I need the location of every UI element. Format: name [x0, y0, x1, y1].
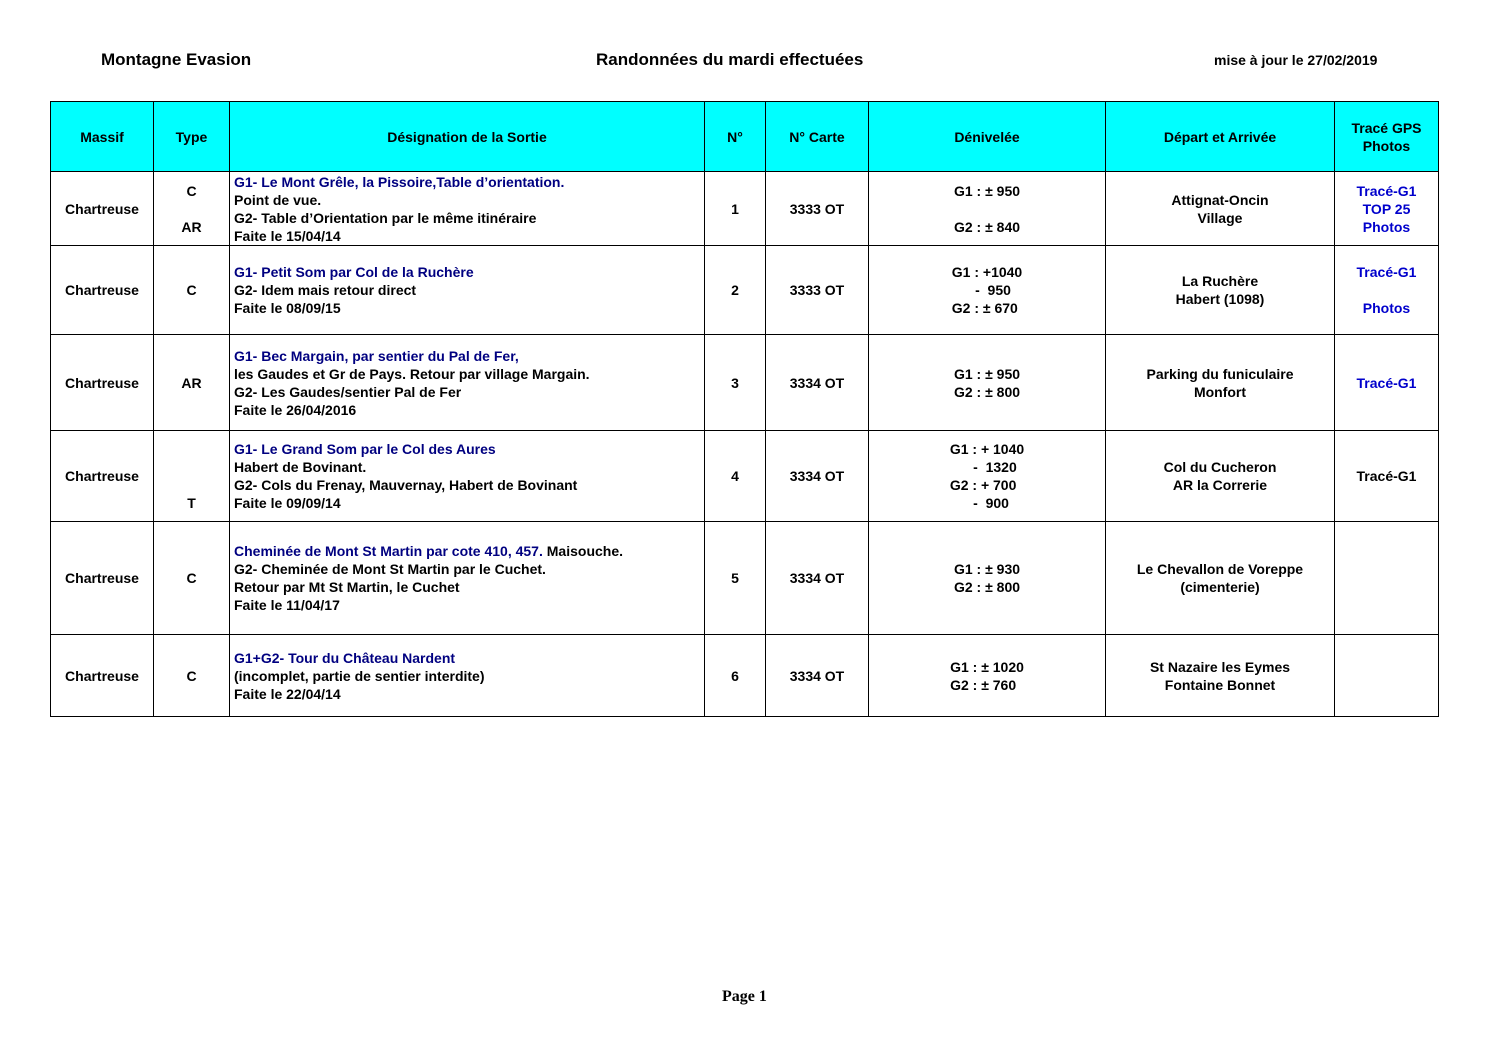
- elevation-cell: [869, 335, 1106, 431]
- start-end-line: Attignat-Oncin: [1171, 191, 1269, 208]
- table-row: [51, 635, 1439, 717]
- designation-text: G1+G2- Tour du Château Nardent: [234, 649, 456, 666]
- gps-cell: [1335, 172, 1439, 246]
- start-end-line: La Ruchère: [1181, 273, 1259, 289]
- elevation-line: G2 : ± 760: [950, 676, 1017, 693]
- type-line: C: [186, 667, 197, 684]
- elevation-line: G1 : +1040: [951, 264, 1023, 280]
- elevation-cell: [869, 172, 1106, 246]
- designation-text: Faite le 09/09/14: [234, 495, 341, 511]
- designation-cell: [230, 522, 705, 635]
- elevation-values: [954, 365, 1020, 401]
- type-cell: [154, 172, 230, 246]
- start-end-cell: [1106, 431, 1335, 522]
- elevation-cell: [869, 431, 1106, 522]
- designation-text: Cheminée de Mont St Martin par cote 410, 457.: [234, 543, 543, 559]
- document-title: Randonnées du mardi effectuées: [596, 50, 864, 69]
- start-end-line: Le Chevallon de Voreppe: [1136, 561, 1304, 577]
- start-end-cell: [1106, 635, 1335, 717]
- type-line: [154, 458, 229, 476]
- start-end-line: Col du Cucheron: [1163, 459, 1277, 475]
- designation-line: [234, 401, 704, 419]
- designation-text: G1- Le Grand Som par le Col des Aures: [234, 441, 496, 457]
- designation-cell: [230, 335, 705, 431]
- designation-line: [234, 347, 704, 365]
- designation-text: les Gaudes et Gr de Pays. Retour par village Margain.: [234, 365, 590, 382]
- type-line: C: [186, 570, 197, 586]
- gps-track-link: Tracé-G1: [1356, 468, 1417, 484]
- designation-text: Point de vue.: [234, 191, 322, 208]
- elevation-values: [952, 263, 1022, 317]
- hikes-table: [50, 101, 1439, 717]
- designation-text: G1- Petit Som par Col de la Ruchère: [234, 264, 474, 280]
- start-end-cell: [1106, 246, 1335, 335]
- designation-line: [234, 173, 704, 191]
- massif-cell: Chartreuse: [51, 335, 154, 431]
- type-line: AR: [181, 374, 202, 391]
- designation-cell: [230, 635, 705, 717]
- designation-text: G2- Cheminée de Mont St Martin par le Cuchet.: [234, 561, 546, 577]
- col-header-number: N°: [705, 102, 766, 172]
- col-header-map: N° Carte: [766, 102, 869, 172]
- elevation-line: G2 : + 700: [949, 477, 1017, 493]
- type-line: C: [186, 182, 197, 199]
- elevation-line: [954, 200, 1020, 218]
- elevation-values: [950, 440, 1024, 512]
- designation-text: G1- Le Mont Grêle, la Pissoire,Table d’orientation.: [234, 173, 565, 190]
- massif-cell: Chartreuse: [51, 431, 154, 522]
- table-row: [51, 335, 1439, 431]
- col-header-designation: Désignation de la Sortie: [230, 102, 705, 172]
- col-header-gps: [1335, 102, 1439, 172]
- elevation-line: G2 : ± 840: [953, 218, 1021, 235]
- elevation-values: [954, 560, 1020, 596]
- elevation-values: [954, 182, 1020, 236]
- organization-name: Montagne Evasion: [101, 50, 252, 69]
- designation-line: [234, 383, 704, 401]
- designation-text: Faite le 26/04/2016: [234, 401, 357, 418]
- elevation-line: G1 : ± 930: [953, 561, 1021, 577]
- designation-line: [234, 476, 704, 494]
- designation-suffix: Maisouche.: [542, 543, 624, 559]
- designation-cell: [230, 172, 705, 246]
- designation-text: Faite le 08/09/15: [234, 300, 341, 316]
- start-end-cell: [1106, 335, 1335, 431]
- elevation-cell: [869, 635, 1106, 717]
- designation-line: [234, 685, 704, 703]
- start-end-line: Village: [1197, 209, 1243, 226]
- designation-line: [234, 440, 704, 458]
- gps-spacer: [1335, 281, 1438, 299]
- col-header-gps-line1: Tracé GPS: [1351, 119, 1422, 136]
- number-cell: 6: [705, 635, 766, 717]
- elevation-cell: [869, 522, 1106, 635]
- type-line: C: [186, 282, 197, 298]
- massif-cell: Chartreuse: [51, 522, 154, 635]
- elevation-line: G2 : ± 800: [953, 383, 1021, 400]
- designation-line: [234, 191, 704, 209]
- designation-cell: [230, 246, 705, 335]
- start-end-line: Monfort: [1193, 383, 1247, 400]
- type-cell: [154, 246, 230, 335]
- type-line: AR: [181, 218, 202, 235]
- map-cell: 3334 OT: [766, 335, 869, 431]
- designation-text: G2- Cols du Frenay, Mauvernay, Habert de Bovinant: [234, 477, 578, 493]
- type-line: [154, 200, 229, 218]
- designation-text: Faite le 15/04/14: [234, 227, 341, 244]
- number-cell: 1: [705, 172, 766, 246]
- start-end-line: Parking du funiculaire: [1146, 365, 1294, 382]
- designation-text: G2- Idem mais retour direct: [234, 282, 417, 298]
- gps-cell: [1335, 335, 1439, 431]
- col-header-elevation: Dénivelée: [869, 102, 1106, 172]
- massif-cell: Chartreuse: [51, 635, 154, 717]
- designation-line: [234, 494, 704, 512]
- start-end-line: AR la Correrie: [1172, 477, 1268, 493]
- designation-text: (incomplet, partie de sentier interdite): [234, 667, 485, 684]
- designation-line: [234, 560, 704, 578]
- map-cell: 3334 OT: [766, 431, 869, 522]
- map-cell: 3334 OT: [766, 635, 869, 717]
- number-cell: 5: [705, 522, 766, 635]
- table-row: [51, 172, 1439, 246]
- designation-text: Faite le 22/04/14: [234, 685, 341, 702]
- update-date: mise à jour le 27/02/2019: [1214, 52, 1378, 68]
- type-cell: [154, 635, 230, 717]
- designation-text: Faite le 11/04/17: [234, 597, 340, 613]
- elevation-line: G2 : ± 800: [953, 579, 1021, 595]
- designation-line: [234, 667, 704, 685]
- number-cell: 2: [705, 246, 766, 335]
- designation-line: [234, 263, 704, 281]
- designation-line: [234, 578, 704, 596]
- elevation-line: - 1320: [949, 459, 1017, 475]
- gps-track-link[interactable]: Tracé-G1: [1356, 374, 1417, 391]
- type-line: T: [187, 495, 196, 511]
- designation-text: Habert de Bovinant.: [234, 459, 367, 475]
- elevation-line: - 900: [949, 495, 1009, 511]
- gps-cell: [1335, 431, 1439, 522]
- designation-line: [234, 649, 704, 667]
- photos-link[interactable]: Photos: [1362, 300, 1411, 316]
- designation-line: [234, 542, 704, 560]
- designation-text: G2- Les Gaudes/sentier Pal de Fer: [234, 383, 462, 400]
- elevation-line: G1 : ± 950: [953, 365, 1021, 382]
- page-number: Page 1: [722, 988, 767, 1005]
- type-line: [154, 476, 229, 494]
- designation-line: [234, 299, 704, 317]
- designation-line: [234, 365, 704, 383]
- elevation-line: G1 : ± 1020: [950, 658, 1024, 675]
- col-header-gps-line2: Photos: [1362, 137, 1411, 154]
- table-row: [51, 522, 1439, 635]
- type-cell: [154, 522, 230, 635]
- start-end-line: (cimenterie): [1180, 579, 1260, 595]
- type-cell: [154, 335, 230, 431]
- number-cell: 3: [705, 335, 766, 431]
- elevation-line: G1 : + 1040: [949, 441, 1025, 457]
- map-cell: 3333 OT: [766, 172, 869, 246]
- designation-text: G2- Table d’Orientation par le même itinéraire: [234, 209, 537, 226]
- elevation-line: - 950: [951, 282, 1011, 298]
- number-cell: 4: [705, 431, 766, 522]
- table-row: [51, 246, 1439, 335]
- table-row: [51, 431, 1439, 522]
- type-cell: [154, 431, 230, 522]
- photos-link[interactable]: Photos: [1362, 218, 1411, 235]
- col-header-type: Type: [154, 102, 230, 172]
- elevation-line: G1 : ± 950: [953, 182, 1021, 199]
- massif-cell: Chartreuse: [51, 172, 154, 246]
- col-header-start-end: Départ et Arrivée: [1106, 102, 1335, 172]
- map-cell: 3333 OT: [766, 246, 869, 335]
- gps-cell: [1335, 522, 1439, 635]
- gps-cell: [1335, 246, 1439, 335]
- designation-line: [234, 209, 704, 227]
- type-line: [154, 440, 229, 458]
- designation-line: [234, 458, 704, 476]
- start-end-line: St Nazaire les Eymes: [1149, 658, 1291, 675]
- elevation-cell: [869, 246, 1106, 335]
- start-end-line: Habert (1098): [1175, 291, 1265, 307]
- designation-line: [234, 596, 704, 614]
- gps-cell: [1335, 635, 1439, 717]
- start-end-line: Fontaine Bonnet: [1164, 676, 1276, 693]
- elevation-values: [950, 658, 1024, 694]
- start-end-cell: [1106, 172, 1335, 246]
- top25-link[interactable]: TOP 25: [1362, 200, 1411, 217]
- massif-cell: Chartreuse: [51, 246, 154, 335]
- gps-track-link[interactable]: Tracé-G1: [1356, 182, 1417, 199]
- elevation-line: G2 : ± 670: [951, 300, 1018, 316]
- designation-line: [234, 281, 704, 299]
- designation-text: G1- Bec Margain, par sentier du Pal de Fer,: [234, 347, 519, 364]
- gps-track-link[interactable]: Tracé-G1: [1356, 264, 1417, 280]
- start-end-cell: [1106, 522, 1335, 635]
- designation-cell: [230, 431, 705, 522]
- table-header-row: [51, 102, 1439, 172]
- designation-line: [234, 227, 704, 245]
- col-header-massif: Massif: [51, 102, 154, 172]
- map-cell: 3334 OT: [766, 522, 869, 635]
- designation-text: Retour par Mt St Martin, le Cuchet: [234, 579, 460, 595]
